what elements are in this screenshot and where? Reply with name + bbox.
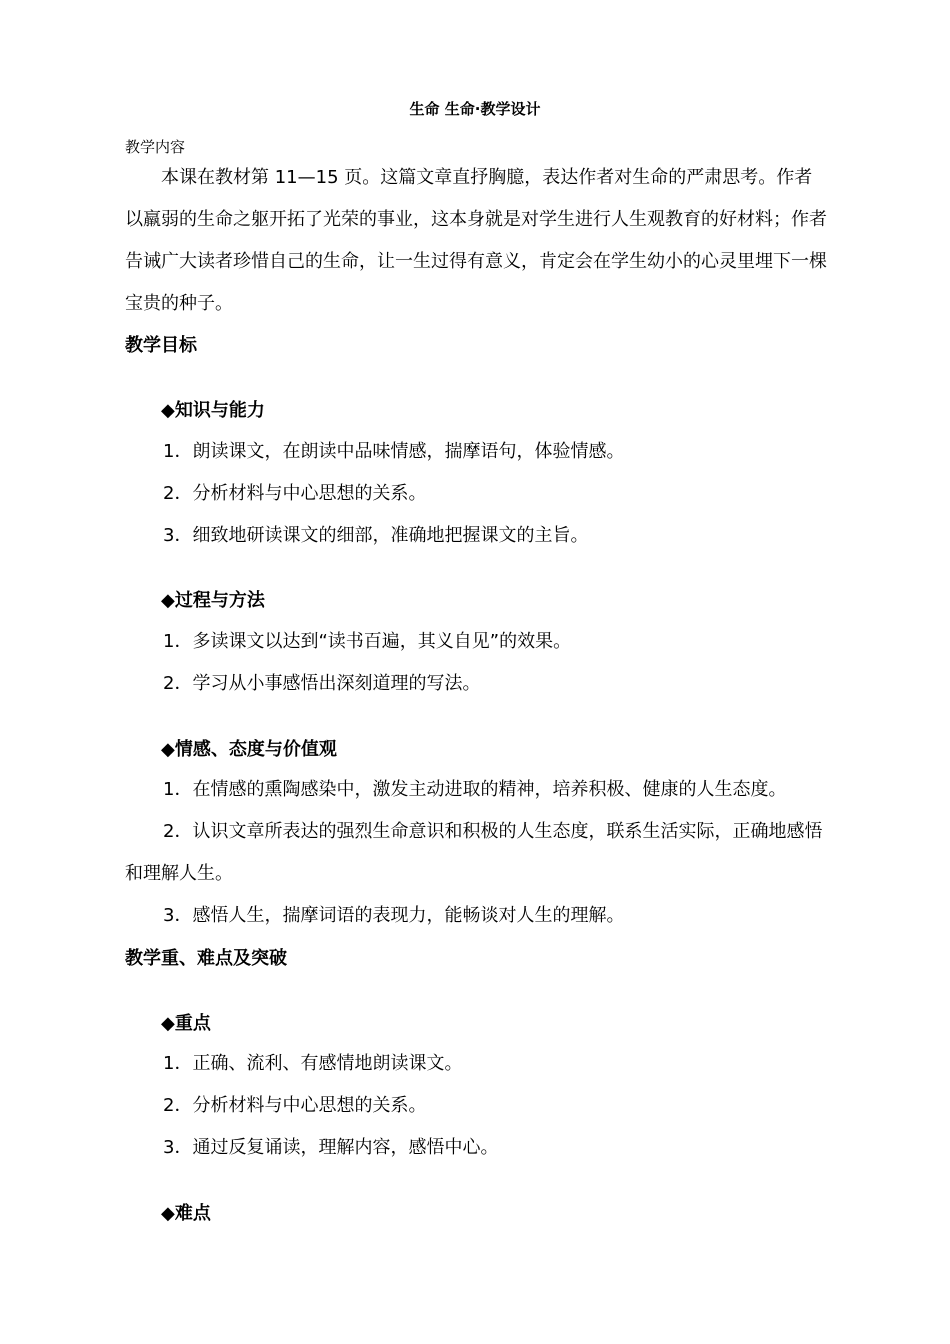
knowledge-item-1: 1．朗读课文，在朗读中品味情感，揣摩语句，体验情感。 [163, 441, 625, 462]
teaching-content-label: 教学内容 [125, 138, 186, 156]
teaching-goals-heading: 教学目标 [125, 335, 197, 356]
difficulty-heading: ◆难点 [161, 1203, 211, 1224]
knowledge-item-2: 2．分析材料与中心思想的关系。 [163, 483, 427, 504]
focus-heading: ◆重点 [161, 1013, 211, 1034]
process-item-2: 2．学习从小事感悟出深刻道理的写法。 [163, 673, 481, 694]
emotion-value-heading: ◆情感、态度与价值观 [161, 739, 337, 760]
knowledge-ability-heading: ◆知识与能力 [161, 400, 265, 421]
emotion-item-2: 2．认识文章所表达的强烈生命意识和积极的人生态度，联系生活实际，正确地感悟和理解人生。 [125, 821, 823, 884]
process-item-1: 1．多读课文以达到“读书百遍，其义自见”的效果。 [163, 631, 572, 652]
focus-item-3: 3．通过反复诵读，理解内容，感悟中心。 [163, 1137, 499, 1158]
process-method-heading: ◆过程与方法 [161, 590, 265, 611]
document-title: 生命 生命·教学设计 [409, 100, 541, 118]
knowledge-item-3: 3．细致地研读课文的细部，准确地把握课文的主旨。 [163, 525, 589, 546]
emotion-item-3: 3．感悟人生，揣摩词语的表现力，能畅谈对人生的理解。 [163, 905, 625, 926]
focus-item-1: 1．正确、流利、有感情地朗读课文。 [163, 1053, 463, 1074]
focus-item-2: 2．分析材料与中心思想的关系。 [163, 1095, 427, 1116]
key-difficulty-heading: 教学重、难点及突破 [125, 948, 287, 969]
teaching-content-paragraph: 本课在教材第 11—15 页。这篇文章直抒胸臆，表达作者对生命的严肃思考。作者以羸弱的生命之躯开拓了光荣的事业，这本身就是对学生进行人生观教育的好材料；作者告诫广大读者珍惜自己的生命，让一生过得有意义，肯定会在学生幼小的心灵里埋下一棵宝贵的种子。 [125, 167, 827, 314]
emotion-item-1: 1．在情感的熏陶感染中，激发主动进取的精神，培养积极、健康的人生态度。 [163, 779, 787, 800]
